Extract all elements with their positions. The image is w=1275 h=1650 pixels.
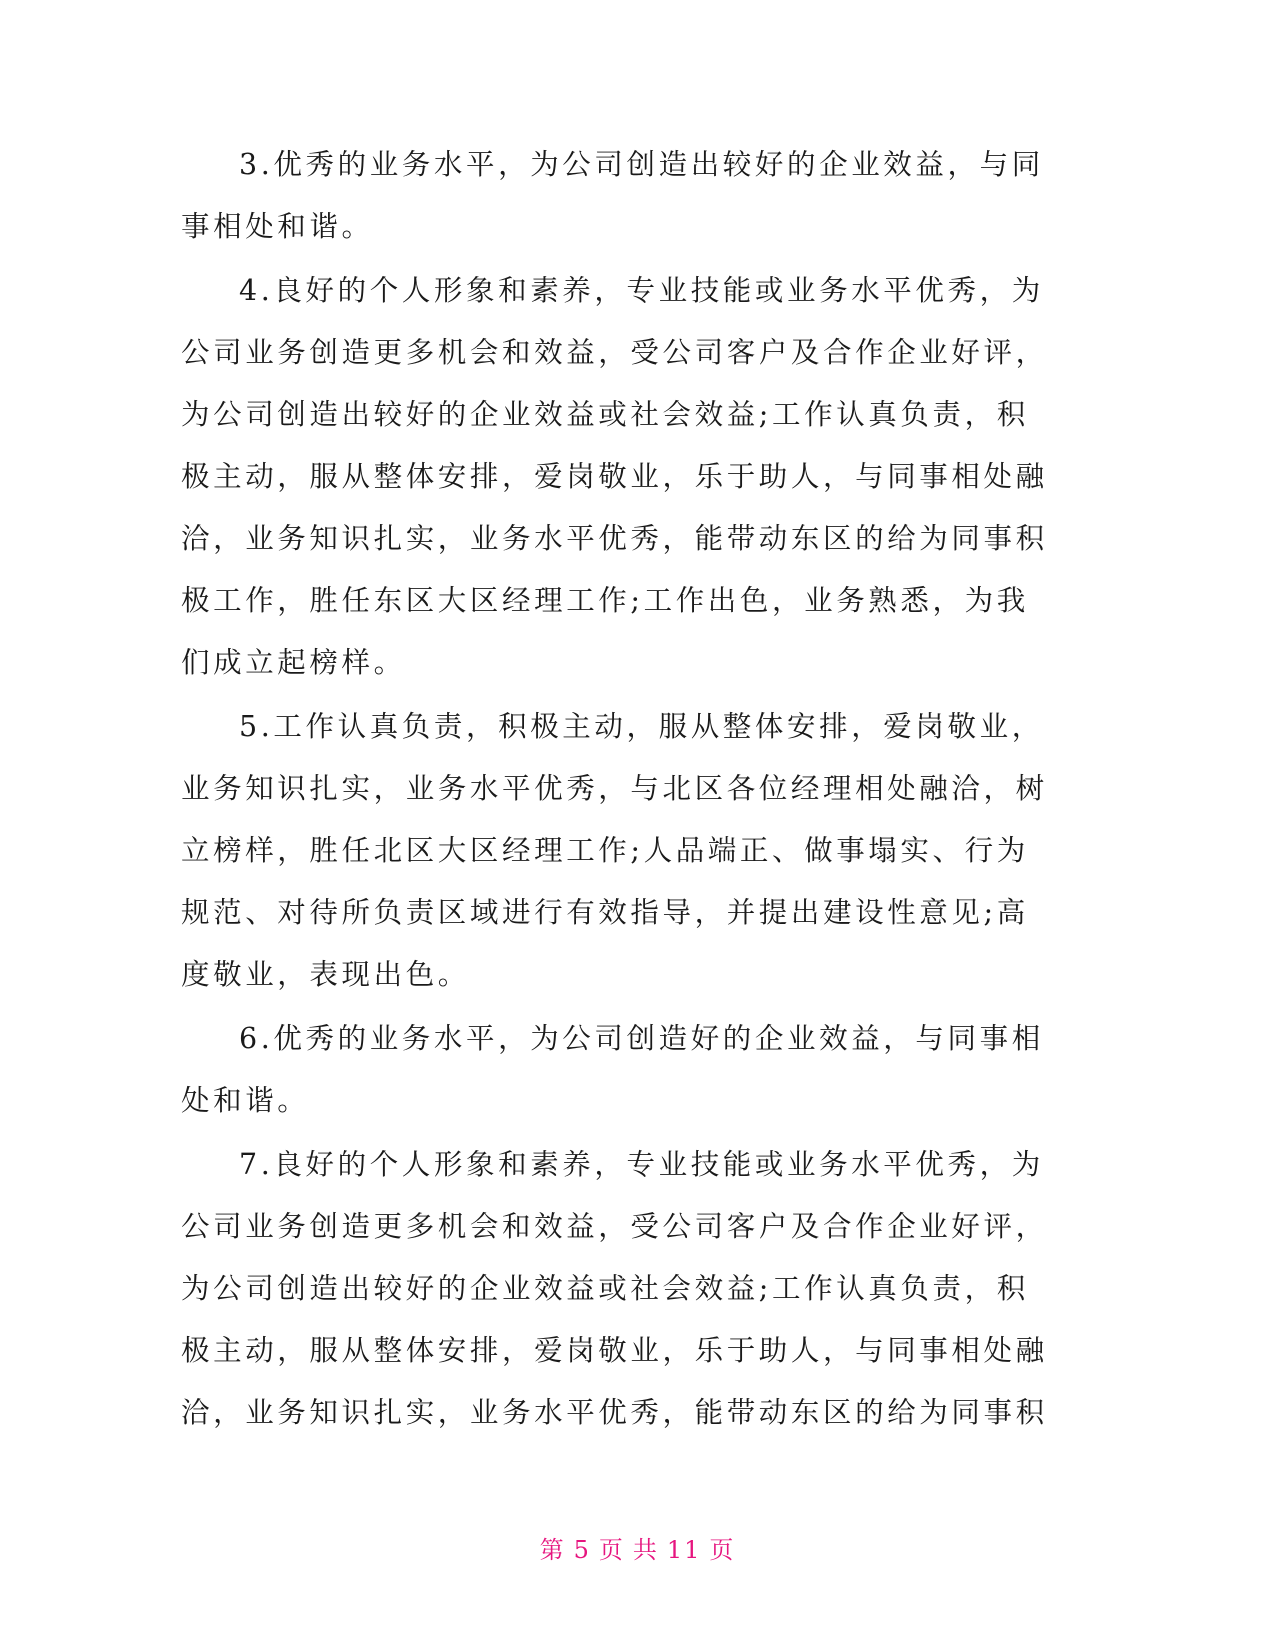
paragraph-line: 5.工作认真负责，积极主动，服从整体安排，爱岗敬业，	[239, 710, 1044, 743]
current-page-number: 5	[573, 1536, 591, 1564]
paragraph-line: 为公司创造出较好的企业效益或社会效益;工作认真负责，积	[181, 1272, 1029, 1305]
paragraph-line: 立榜样，胜任北区大区经理工作;人品端正、做事塌实、行为	[181, 834, 1029, 867]
paragraph-7	[181, 1134, 1061, 1444]
paragraph-5	[181, 696, 1061, 1006]
document-body	[181, 134, 1061, 1446]
paragraph-line: 极工作，胜任东区大区经理工作;工作出色，业务熟悉，为我	[181, 584, 1029, 617]
paragraph-line: 们成立起榜样。	[181, 646, 406, 679]
paragraph-line: 度敬业，表现出色。	[181, 958, 470, 991]
paragraph-6	[181, 1008, 1061, 1132]
paragraph-line: 公司业务创造更多机会和效益，受公司客户及合作企业好评，	[181, 1210, 1048, 1243]
footer-suffix: 页	[709, 1536, 736, 1564]
paragraph-line: 洽，业务知识扎实，业务水平优秀，能带动东区的给为同事积	[181, 522, 1048, 555]
paragraph-line: 公司业务创造更多机会和效益，受公司客户及合作企业好评，	[181, 336, 1048, 369]
paragraph-line: 为公司创造出较好的企业效益或社会效益;工作认真负责，积	[181, 398, 1029, 431]
paragraph-line: 洽，业务知识扎实，业务水平优秀，能带动东区的给为同事积	[181, 1396, 1048, 1429]
paragraph-line: 6.优秀的业务水平，为公司创造好的企业效益，与同事相	[239, 1022, 1044, 1055]
total-page-count: 11	[666, 1536, 702, 1564]
paragraph-line: 事相处和谐。	[181, 210, 374, 243]
footer-total-word: 共	[632, 1536, 659, 1564]
paragraph-line: 7.良好的个人形象和素养，专业技能或业务水平优秀，为	[239, 1148, 1044, 1181]
paragraph-line: 4.良好的个人形象和素养，专业技能或业务水平优秀，为	[239, 274, 1044, 307]
paragraph-line: 处和谐。	[181, 1084, 310, 1117]
page-number-footer	[0, 1530, 1275, 1565]
paragraph-line: 规范、对待所负责区域进行有效指导，并提出建设性意见;高	[181, 896, 1029, 929]
footer-prefix: 第	[539, 1536, 566, 1564]
paragraph-3	[181, 134, 1061, 258]
footer-page-word: 页	[598, 1536, 625, 1564]
paragraph-4	[181, 260, 1061, 694]
paragraph-line: 极主动，服从整体安排，爱岗敬业，乐于助人，与同事相处融	[181, 1334, 1048, 1367]
paragraph-line: 极主动，服从整体安排，爱岗敬业，乐于助人，与同事相处融	[181, 460, 1048, 493]
paragraph-line: 业务知识扎实，业务水平优秀，与北区各位经理相处融洽，树	[181, 772, 1048, 805]
paragraph-line: 3.优秀的业务水平，为公司创造出较好的企业效益，与同	[239, 148, 1044, 181]
